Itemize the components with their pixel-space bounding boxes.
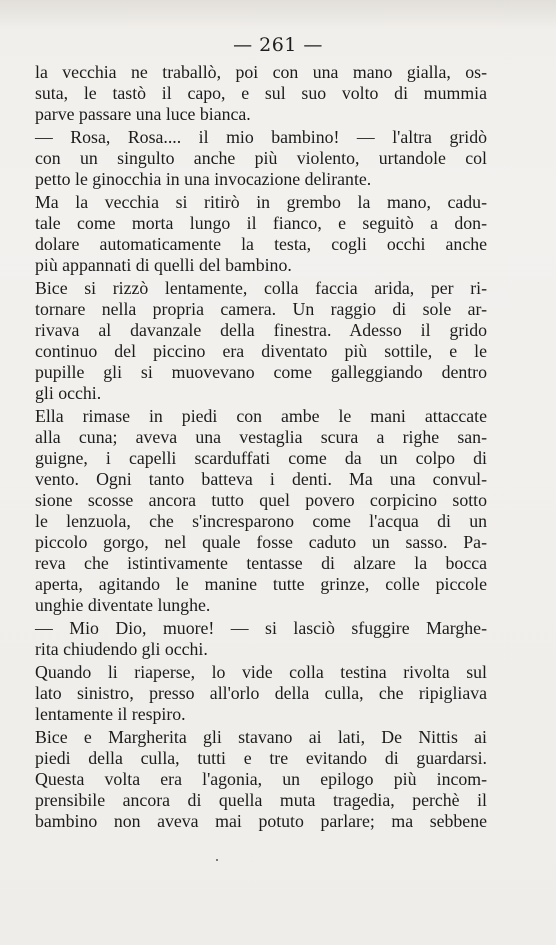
text-line: più appannati di quelli del bambino. xyxy=(35,255,292,275)
text-line: petto le ginocchia in una invocazione delirante. xyxy=(35,169,372,189)
text-line: prensibile ancora di quella muta tragedia, perchè il xyxy=(35,790,487,810)
text-line: Bice si rizzò lentamente, colla faccia arida, per ri- xyxy=(35,278,487,298)
text-line: le lenzuola, che s'incresparono come l'acqua di un xyxy=(35,511,487,531)
text-line: rivava al davanzale della finestra. Adesso il grido xyxy=(35,320,487,340)
text-line: vento. Ogni tanto batteva i denti. Ma una convul- xyxy=(35,469,487,489)
text-line: Quando li riaperse, lo vide colla testina rivolta sul xyxy=(35,662,487,682)
print-speck xyxy=(216,859,218,861)
text-line: alla cuna; aveva una vestaglia scura a righe san- xyxy=(35,427,487,447)
body-text xyxy=(35,62,487,832)
text-line: piccolo gorgo, nel quale fosse caduto un sasso. Pa- xyxy=(35,532,487,552)
text-line: dolare automaticamente la testa, cogli occhi anche xyxy=(35,234,487,254)
text-line: aperta, agitando le manine tutte grinze, colle piccole xyxy=(35,574,487,594)
text-line: con un singulto anche più violento, urtandole col xyxy=(35,148,487,168)
text-line: bambino non aveva mai potuto parlare; ma sebbene xyxy=(35,811,487,831)
text-line: Ma la vecchia si ritirò in grembo la mano, cadu- xyxy=(35,192,487,212)
text-line: lato sinistro, presso all'orlo della culla, che ripigliava xyxy=(35,683,487,703)
text-line: rita chiudendo gli occhi. xyxy=(35,639,208,659)
text-line: gli occhi. xyxy=(35,383,102,403)
page-number: — 261 — xyxy=(233,34,323,56)
text-line: — Rosa, Rosa.... il mio bambino! — l'altra gridò xyxy=(35,127,487,147)
text-line: unghie diventate lunghe. xyxy=(35,595,211,615)
text-line: suta, le tastò il capo, e sul suo volto di mummia xyxy=(35,83,487,103)
text-line: lentamente il respiro. xyxy=(35,704,186,724)
text-line: parve passare una luce bianca. xyxy=(35,104,251,124)
text-line: Ella rimase in piedi con ambe le mani attaccate xyxy=(35,406,487,426)
text-line: tale come morta lungo il fianco, e seguitò a don- xyxy=(35,213,487,233)
text-line: Bice e Margherita gli stavano ai lati, De Nittis ai xyxy=(35,727,487,747)
text-line: pupille gli si muovevano come galleggiando dentro xyxy=(35,362,487,382)
text-line: continuo del piccino era diventato più sottile, e le xyxy=(35,341,487,361)
text-line: la vecchia ne traballò, poi con una mano gialla, os- xyxy=(35,62,487,82)
text-line: guigne, i capelli scarduffati come da un colpo di xyxy=(35,448,487,468)
text-line: reva che istintivamente tentasse di alzare la bocca xyxy=(35,553,487,573)
text-line: Questa volta era l'agonia, un epilogo più incom- xyxy=(35,769,487,789)
text-line: piedi della culla, tutti e tre evitando di guardarsi. xyxy=(35,748,487,768)
text-line: sione scosse ancora tutto quel povero corpicino sotto xyxy=(35,490,487,510)
text-line: tornare nella propria camera. Un raggio di sole ar- xyxy=(35,299,487,319)
text-line: — Mio Dio, muore! — si lasciò sfuggire Marghe- xyxy=(35,618,487,638)
